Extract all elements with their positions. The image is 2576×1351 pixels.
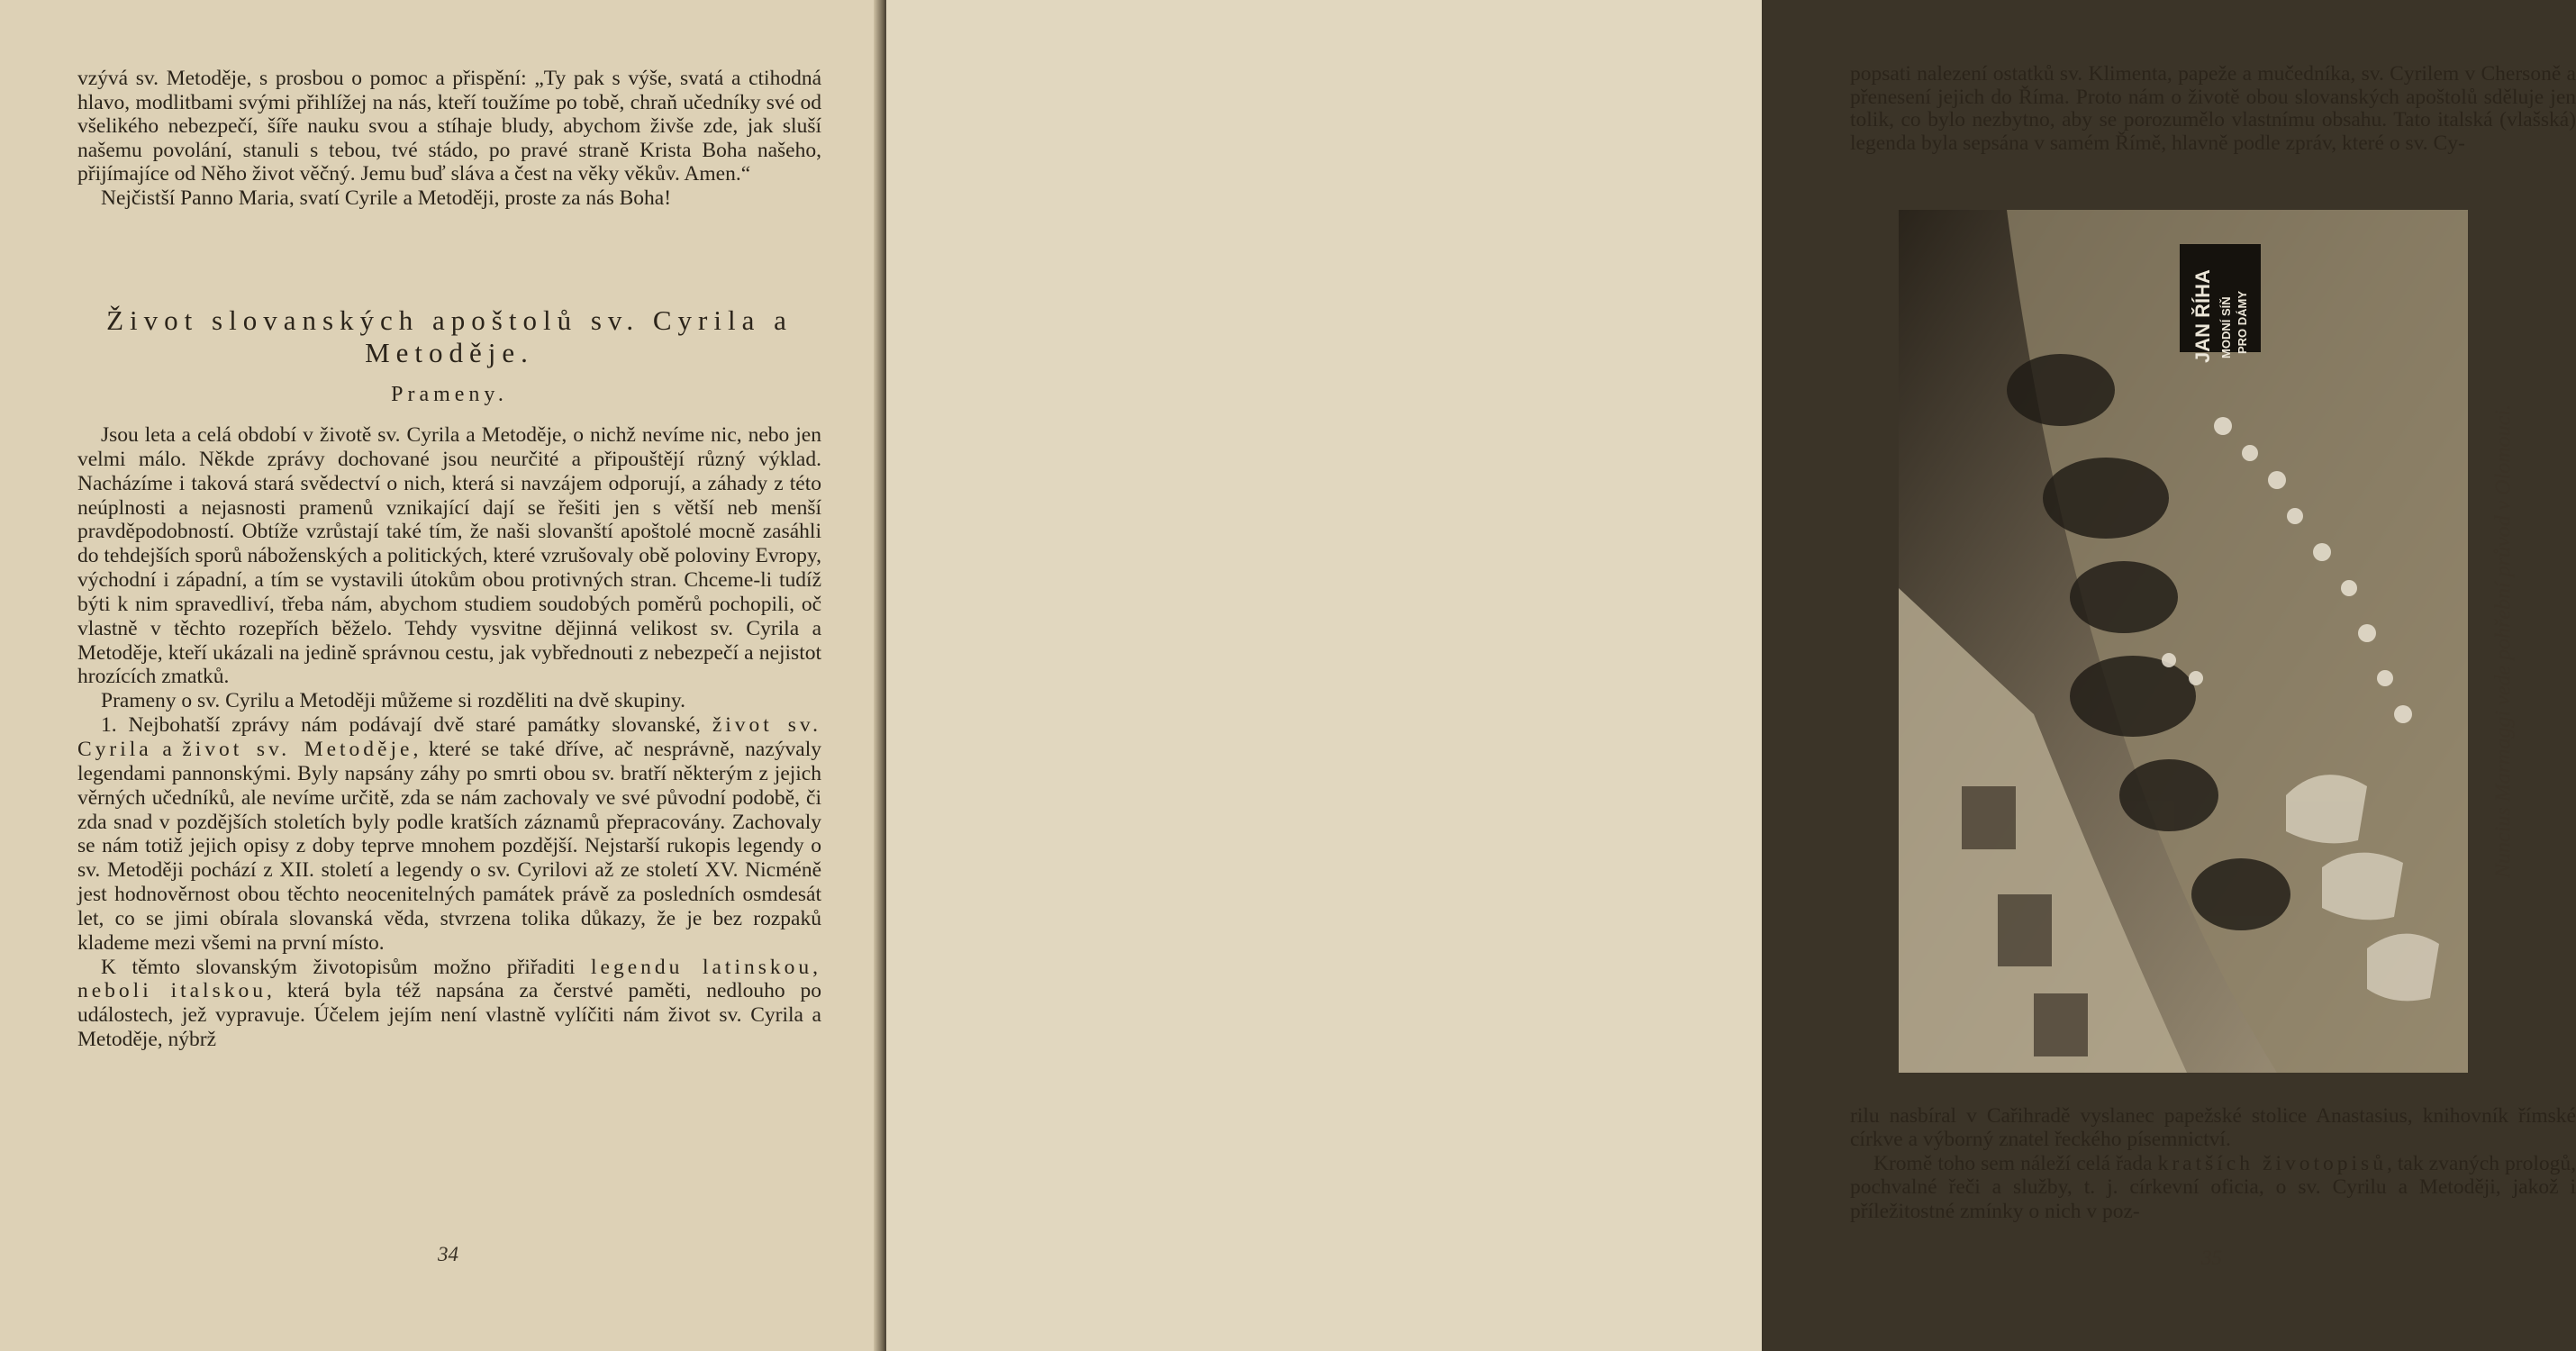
page-number: 34 <box>438 1243 458 1265</box>
chapter-title: Život slovanských apoštolů sv. Cyrila a Metoděje. <box>106 304 793 368</box>
body-text <box>1850 1104 2576 1223</box>
paragraph: popsati nalezení ostatků sv. Klimenta, papeže a mučedníka, sv. Cyrilem v Chersoně a přenesení jejich do Říma. Proto nám o životě obou slovanských apoštolů sděluje jen tolik, co bylo nezbytno, aby se porozumělo vlastnímu obsahu. Tato italská (vlašská) legenda byla sepsána v samém Římě, hlavně podle zpráv, které o sv. Cy- <box>1850 62 2576 155</box>
paragraph: Nejčistší Panno Maria, svatí Cyrile a Metoději, proste za nás Boha! <box>101 186 672 210</box>
right-page <box>886 0 2576 1351</box>
text-run: 1. Nejbohatší zprávy nám podávají dvě staré památky slovanské, <box>101 713 712 738</box>
paragraph: vzývá sv. Metoděje, s prosbou o pomoc a přispění: „Ty pak s výše, svatá a ctihodná hlavo, modlitbami svými přihlížej na nás, kteří toužíme po tobě, chraň učedníky své od všelikého nebezpečí, šíře nauku svou a stíhaje bludy, abychom živše zde, jak sluší našemu povolání, stanuli s tebou, tvé stádo, po pravé straně Krista Boha našeho, přijímajíce od Něho život věčný. Jemu buď sláva a čest na věky věkův. Amen.“ <box>77 67 821 186</box>
text-run: K těmto slovanským životopisům možno přiřaditi <box>101 955 591 979</box>
shop-sign-line: JAN ŘÍHA <box>2191 269 2214 363</box>
paragraph <box>77 713 821 955</box>
prayer-text <box>77 67 821 211</box>
text-run: Kromě toho sem náleží celá řada <box>1873 1151 2158 1175</box>
section-title: Prameny. <box>391 383 508 406</box>
spaced-term: život sv. Cyrila <box>77 713 821 761</box>
text-run: , tak zvaných prologů, pochvalné řeči a služby, t. j. církevní oficia, o sv. Cyrilu a Metoději, jakož i příležitostné zmínky o nich v poz- <box>1850 1151 2576 1223</box>
text-run: , která byla též napsána za čerstvé paměti, nedlouho po událostech, jež vypravuje. Účelem jejím není vlastně vylíčiti nám život sv. Cyrila a Metoděje, nýbrž <box>77 979 821 1052</box>
spaced-term: život sv. Metoděje <box>182 737 413 761</box>
spaced-term: kratších životopisů <box>2157 1151 2387 1175</box>
shop-sign-line: MODNÍ SÍŇ <box>2219 296 2233 358</box>
page-number: 35 <box>2201 1247 2222 1269</box>
shop-sign-line: PRO DÁMY <box>2236 290 2249 354</box>
text-run: a <box>151 737 183 761</box>
body-text <box>77 423 821 1052</box>
paragraph <box>77 956 821 1052</box>
paragraph: Prameny o sv. Cyrilu a Metoději můžeme si rozděliti na dvě skupiny. <box>101 689 685 713</box>
spaced-term: legendu latinskou, neboli italskou <box>77 955 821 1003</box>
paragraph: rilu nasbíral v Cařihradě vyslanec papežské stolice Anastasius, knihovník římské církve a výborný znatel řeckého písemnictví. <box>1850 1104 2576 1152</box>
text-run: , které se také dříve, ač nesprávně, nazývaly legendami pannonskými. Byly napsány záhy po smrti obou sv. bratří některým z jejich věrných učedníků, ale nevíme určitě, zda se nám zachovaly ve své původní podobě, či zda snad v pozdějších stoletích byly podle kratších záznamů přepracovány. Zachovaly se nám totiž jejich opisy z doby teprve mnohem pozdější. Nejstarší rukopis legendy o sv. Metoději pochází z XII. století a legendy o sv. Cyrilovi až ze století XV. Nicméně jest hodnověrnost obou těchto neocenitelných památek právě za posledních osmdesát let, co se jimi obírala slovanská věda, stvrzena tolika důkazy, že je bez rozpaků klademe mezi všemi na první místo. <box>77 737 821 955</box>
body-text <box>1850 63 2576 155</box>
photo-caption-text: Nuncius Marmaggi vede pohřební průvod v Olomouci. <box>2491 404 2516 878</box>
paragraph <box>1850 1152 2576 1223</box>
paragraph: Jsou leta a celá období v životě sv. Cyrila a Metoděje, o nichž nevíme nic, nebo jen velmi málo. Někde zprávy dochované jsou neurčité a připouštějí různý výklad. Nacházíme i taková stará svědectví o nich, která si navzájem odporují, a záhady z této neúplnosti a nejasnosti pramenů vznikající dají se řešiti jen s větší neb menší pravděpodobností. Obtíže vzrůstají také tím, že naši slovanští apoštolé mocně zasáhli do tehdejších sporů náboženských a politických, které vzrušovaly obě poloviny Evropy, východní i západní, a tím se vystavili útokům obou protivných stran. Chceme-li tudíž býti k nim spravedliví, třeba nám, abychom studiem soudobých poměrů pochopili, oč vlastně v těchto rozepřích běželo. Tehdy vysvitne dějinná velikost sv. Cyrila a Metoděje, kteří ukázali na jedině správnou cestu, jak vybřednouti z nebezpečí a nejistot hrozících zmatků. <box>77 423 821 689</box>
left-page <box>0 0 881 1351</box>
funeral-procession-photo <box>1899 210 2468 1073</box>
